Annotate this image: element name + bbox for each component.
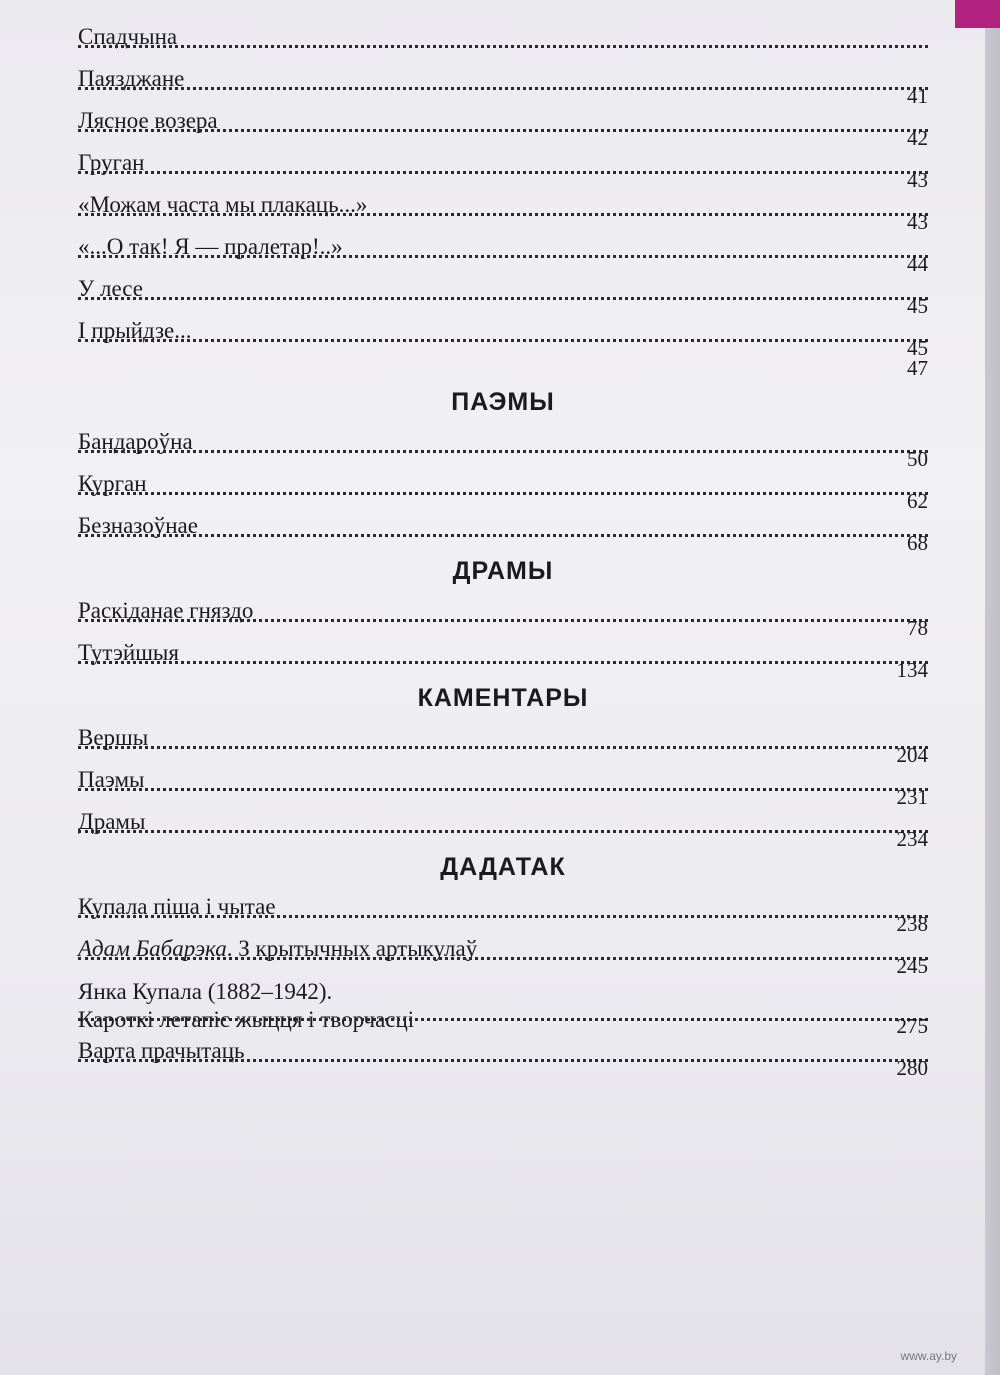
entry-title: Бандароўна <box>78 429 193 454</box>
watermark-text: www.ay.by <box>900 1349 957 1363</box>
entry-title: Вершы <box>78 725 149 750</box>
page-number: 78 <box>907 616 928 640</box>
dot-leader <box>78 45 928 48</box>
entry-title: «Можам часта мы плакаць...» <box>78 192 368 217</box>
page-number: 204 <box>896 743 928 767</box>
dot-leader <box>78 661 928 664</box>
toc-entry <box>78 228 928 276</box>
page-number: 68 <box>907 531 928 555</box>
page-number: 62 <box>907 489 928 513</box>
page-number: 280 <box>896 1056 928 1080</box>
entry-title: Груган <box>78 150 145 175</box>
section-heading: ПАЭМЫ <box>451 388 555 416</box>
dot-leader <box>78 87 928 90</box>
toc-entry <box>78 423 928 471</box>
page-edge <box>985 0 1000 1375</box>
dot-leader <box>78 339 928 342</box>
page-number: 43 <box>907 210 928 234</box>
entry-title: «...О так! Я — пралетар!..» <box>78 234 343 259</box>
dot-leader <box>78 915 928 918</box>
page-number: 41 <box>907 84 928 108</box>
page-number: 245 <box>896 954 928 978</box>
entry-title: Паэмы <box>78 767 145 792</box>
dot-leader <box>78 213 928 216</box>
dot-leader <box>78 1059 928 1062</box>
table-of-contents <box>78 18 928 1080</box>
toc-entry <box>78 312 928 360</box>
entry-title: Спадчына <box>78 24 178 49</box>
entry-title-text: . З крытычных артыкулаў <box>226 936 478 961</box>
dramy-section <box>78 557 928 682</box>
dot-leader <box>78 957 928 960</box>
toc-entry <box>78 354 928 380</box>
page-number: 275 <box>896 1014 928 1038</box>
toc-entry <box>78 803 928 851</box>
entry-title: Курган <box>78 471 147 496</box>
page-number: 50 <box>907 447 928 471</box>
toc-entry <box>78 507 928 555</box>
toc-entry <box>78 719 928 767</box>
page-number: 45 <box>907 294 928 318</box>
dadatak-section <box>78 853 928 1080</box>
dot-leader <box>78 746 928 749</box>
dot-leader <box>78 534 928 537</box>
toc-entry <box>78 888 928 936</box>
dot-leader <box>78 129 928 132</box>
entry-title: У лесе <box>78 276 143 301</box>
toc-entry <box>78 465 928 513</box>
toc-entry <box>78 761 928 809</box>
page-number: 43 <box>907 168 928 192</box>
section-heading: ДРАМЫ <box>452 557 554 585</box>
page-number: 42 <box>907 126 928 150</box>
toc-entry <box>78 972 928 1038</box>
entry-title: Варта прачытаць <box>78 1038 245 1063</box>
entry-title: Раскіданае гняздо <box>78 598 254 623</box>
toc-entry <box>78 1032 928 1080</box>
entry-title: Лясное возера <box>78 108 218 133</box>
section-heading: ДАДАТАК <box>440 853 566 881</box>
dot-leader <box>78 171 928 174</box>
entry-title <box>78 978 414 1034</box>
entry-title-line2: Кароткі летапіс жыцця і творчасці <box>78 1007 415 1032</box>
toc-entry <box>78 592 928 640</box>
toc-entry <box>78 18 928 60</box>
toc-entry <box>78 930 928 978</box>
paemy-section <box>78 388 928 555</box>
entry-title: Тутэйшыя <box>78 640 179 665</box>
dot-leader <box>78 830 928 833</box>
poems-section <box>78 18 928 380</box>
page-number: 234 <box>896 827 928 851</box>
entry-title: Безназоўнае <box>78 513 198 538</box>
toc-entry <box>78 102 928 150</box>
dot-leader <box>78 255 928 258</box>
entry-title: Драмы <box>78 809 146 834</box>
toc-entry <box>78 60 928 108</box>
dot-leader <box>78 788 928 791</box>
page-number: 44 <box>907 252 928 276</box>
section-heading: КАМЕНТАРЫ <box>417 684 589 712</box>
entry-title: Купала піша і чытае <box>78 894 276 919</box>
kamentary-section <box>78 684 928 851</box>
page-number: 45 <box>907 336 928 360</box>
toc-entry <box>78 186 928 234</box>
page-number: 231 <box>896 785 928 809</box>
dot-leader <box>78 297 928 300</box>
toc-entry <box>78 270 928 318</box>
cover-corner <box>955 0 1000 28</box>
toc-entry <box>78 634 928 682</box>
entry-title-line1: Янка Купала (1882–1942). <box>78 979 333 1004</box>
page-number: 238 <box>896 912 928 936</box>
entry-title: Паязджане <box>78 66 185 91</box>
entry-author: Адам Бабарэка <box>78 936 227 961</box>
toc-entry <box>78 144 928 192</box>
dot-leader <box>78 1018 928 1021</box>
page-number: 47 <box>907 356 928 380</box>
dot-leader <box>78 492 928 495</box>
page-number: 134 <box>896 658 928 682</box>
dot-leader <box>78 619 928 622</box>
dot-leader <box>78 450 928 453</box>
entry-title: І прыйдзе... <box>78 318 192 343</box>
